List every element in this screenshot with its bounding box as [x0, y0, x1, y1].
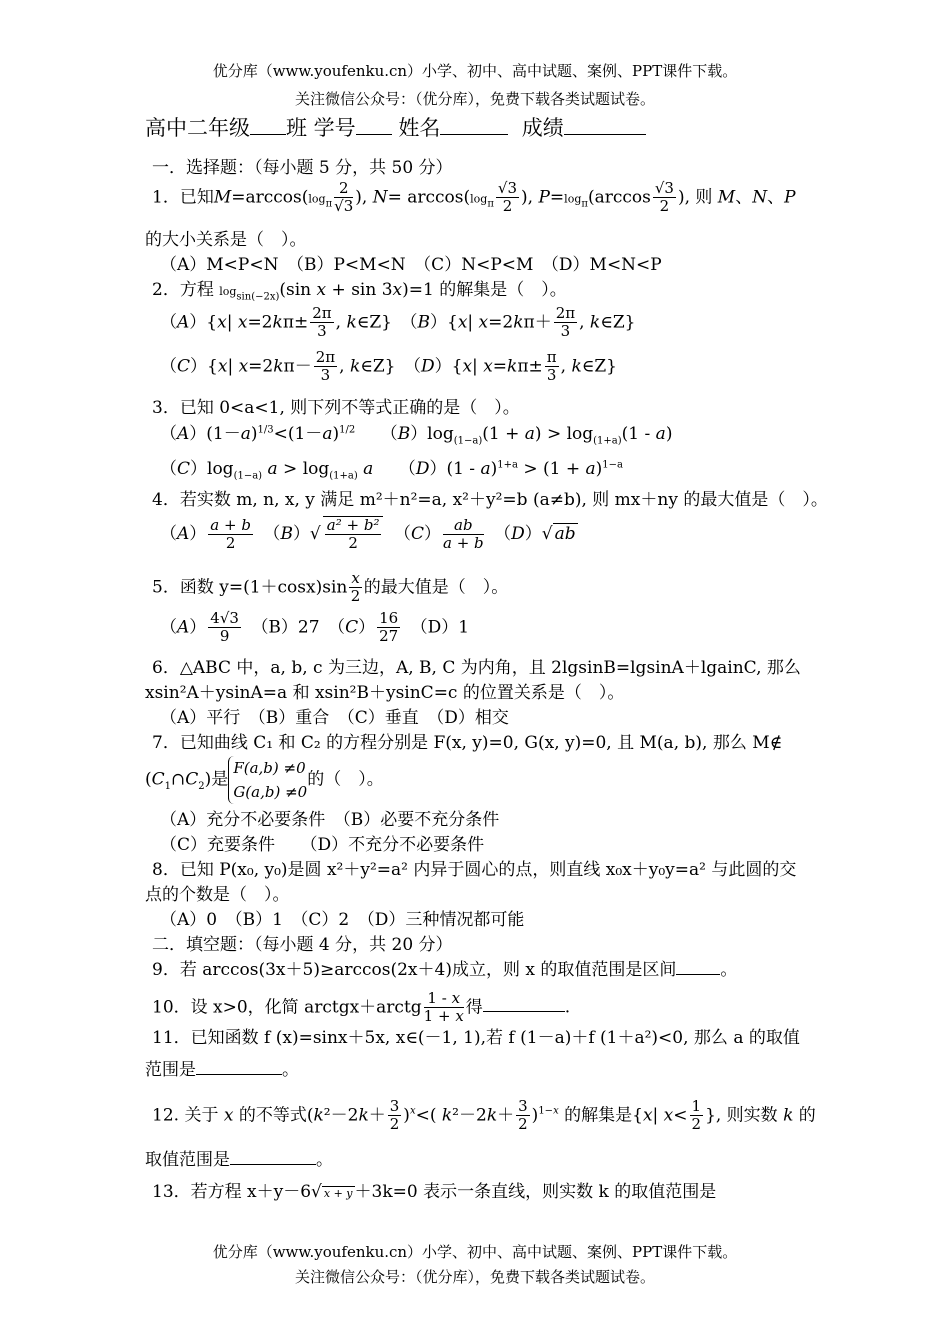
q5-options: （A） $\frac{4√3}{9}$ （B）27 （C） $\frac{16}{27}$ （D）1 [160, 609, 470, 646]
q8-options: （A）0 （B）1 （C）2 （D）三种情况都可能 [160, 910, 525, 930]
q1-options: （A）M<P<N （B）P<M<N （C）N<P<M （D）M<N<P [160, 255, 662, 275]
title-name: 姓名 [398, 116, 441, 140]
section-2-heading: 二．填空题：（每小题 4 分，共 20 分） [152, 935, 453, 955]
q6-line-1: 6．△ABC 中，a, b, c 为三边，A, B, C 为内角，且 2lgsinB=lgsinA＋lgainC, 那么 [152, 658, 801, 678]
q7-line-2: $(C_1\cap C_2)$是F(a,b) ≠0 G(a,b) ≠0的（ ）。 [145, 756, 384, 804]
q11-end: 。 [282, 1060, 299, 1080]
q5-stem-a: 5．函数 y=(1＋cosx)sin [152, 577, 348, 598]
q10-end: . [564, 997, 571, 1018]
q1-label: 1．已知 [152, 187, 214, 208]
q9-line [152, 960, 737, 980]
q5-option-b: （B）27 [259, 617, 320, 638]
q8-line-1: 8．已知 P(x₀, y₀)是圆 x²＋y²=a² 内异于圆心的点，则直线 x₀x＋y₀y=a² 与此圆的交 [152, 860, 797, 880]
q7-line-1: 7．已知曲线 C₁ 和 C₂ 的方程分别是 F(x, y)=0, G(x, y)=0, 且 M(a, b), 那么 M∉ [152, 733, 783, 753]
q1-stem: 1．已知$M=\arccos(\log_\pi$ $\frac{2}{√3}$ ), $N= \arccos(\log_\pi$ $\frac{√3}{2}$ ), $P=\log_\pi(\arccos$ $\frac{√3}{2}$ ), 则 M、N、P [152, 179, 796, 216]
title-grade: 高中二年级 [145, 116, 250, 140]
header-line-2: 关注微信公众号：（优分库），免费下载各类试题试卷。 [294, 90, 655, 108]
q1-end: 的大小关系是（ ）。 [145, 230, 307, 250]
header-line-1: 优分库（www.youfenku.cn）小学、初中、高中试题、案例、PPT课件下载。 [212, 62, 738, 80]
q13-text-b: ＋3k=0 表示一条直线，则实数 k 的取值范围是 [354, 1182, 717, 1202]
q10-line: 10．设 x>0，化简 arctgx＋arctg $\frac{1 - x}{1 + x}$ 得 . [152, 989, 571, 1026]
q11-text: 范围是 [145, 1060, 196, 1080]
q11-line-2 [145, 1060, 299, 1080]
title-line [145, 116, 646, 141]
q9-blank[interactable] [676, 974, 720, 975]
q7-condition-1: F(a,b) ≠0 [233, 759, 306, 777]
footer-line-1: 优分库（www.youfenku.cn）小学、初中、高中试题、案例、PPT课件下载。 [212, 1243, 738, 1261]
footer-line-2: 关注微信公众号：（优分库），免费下载各类试题试卷。 [294, 1268, 655, 1286]
q12-line-1: 12. 关于 x 的不等式(k²－2k＋ $\frac{3}{2}$ )$^x$<( k²－2k＋ $\frac{3}{2}$ )$^{1-x}$ 的解集是{x| x< $\frac{1}{2}$ }, 则实数 k 的 [152, 1097, 816, 1134]
q9-text: 9．若 arccos(3x＋5)≥arccos(2x＋4)成立，则 x 的取值范围是区间 [152, 960, 677, 980]
q2-options-cd: （C）{x| x=2kπ－ $\frac{2\pi}{3}$ , k∈Z} （D）{x| x=kπ± $\frac{\pi}{3}$ , k∈Z} [160, 348, 617, 385]
q10-mid: 得 [465, 997, 483, 1018]
q2-stem: 2．方程 $\log_{sin(-2x)}(\sin$ x + sin 3x)=1 的解集是（ ）。 [152, 280, 567, 303]
section-1-heading: 一．选择题：（每小题 5 分，共 50 分） [152, 158, 453, 178]
q6-line-2: xsin²A＋ysinA=a 和 xsin²B＋ysinC=c 的位置关系是（ ）。 [145, 683, 625, 703]
q3-stem: 3．已知 0<a<1, 则下列不等式正确的是（ ）。 [152, 398, 520, 418]
q11-line-1: 11．已知函数 f (x)=sinx＋5x, x∈(－1, 1),若 f (1－a)＋f (1＋a²)<0, 那么 a 的取值 [152, 1028, 800, 1048]
q12-line-2 [145, 1150, 333, 1170]
q7-options-2: （C）充要条件 （D）不充分不必要条件 [160, 835, 485, 855]
q3-options-ab: $(A)(1-a)^{1/3}<(1-a)^{1/2}$ $(B)\log_{(1-a)}(1 + a) > \log_{(1+a)}(1 - a)$ [160, 424, 673, 447]
q5-stem: 5．函数 y=(1＋cosx)sin $\frac{x}{2}$ 的最大值是（ ）。 [152, 569, 509, 606]
q4-options: （A） $\frac{a + b}{2}$ （B）√ $\frac{\text{a² + b²}}{2}$ （C） $\frac{ab}{a + b}$ （D）√ ab [160, 515, 576, 553]
q12-text: 取值范围是 [145, 1150, 230, 1170]
q13-text-a: 13．若方程 x＋y－6 [152, 1182, 312, 1202]
q11-blank[interactable] [196, 1074, 282, 1075]
q2-stem-end: =1 的解集是（ ）。 [408, 280, 567, 300]
q3-options-cd: $(C)\log_{(1-a)}$ $a > \log_{(1+a)} a$ $(D)(1 - a)^{1+a} > (1 + a)^{1-a}$ [160, 459, 623, 482]
title-class: 班 学号 [286, 116, 356, 140]
q12-blank[interactable] [230, 1164, 316, 1165]
q12-end: 。 [316, 1150, 333, 1170]
q9-end: 。 [720, 960, 738, 980]
q10-blank[interactable] [483, 1011, 565, 1012]
q4-stem: 4．若实数 m, n, x, y 满足 m²＋n²=a, x²＋y²=b (a≠b), 则 mx＋ny 的最大值是（ ）。 [152, 490, 828, 510]
title-score: 成绩 [521, 116, 564, 140]
q2-options-ab: （A）{x| x=2kπ± $\frac{2\pi}{3}$ , k∈Z} （B）{x| x=2kπ＋ $\frac{2\pi}{3}$ , k∈Z} [160, 304, 636, 341]
q10-text: 10．设 x>0，化简 arctgx＋arctg [152, 997, 422, 1018]
q6-options: （A）平行 （B）重合 （C）垂直 （D）相交 [160, 708, 509, 728]
q13-line-1: 13．若方程 x＋y－6√ x + y ＋3k=0 表示一条直线，则实数 k 的取值范围是 [152, 1182, 717, 1202]
q5-stem-b: 的最大值是（ ）。 [363, 577, 509, 598]
q5-option-d: （D）1 [419, 617, 470, 638]
q7-condition-2: G(a,b) ≠0 [233, 783, 308, 801]
q7-options-1: （A）充分不必要条件 （B）必要不充分条件 [160, 810, 500, 830]
q8-line-2: 点的个数是（ ）。 [145, 885, 290, 905]
